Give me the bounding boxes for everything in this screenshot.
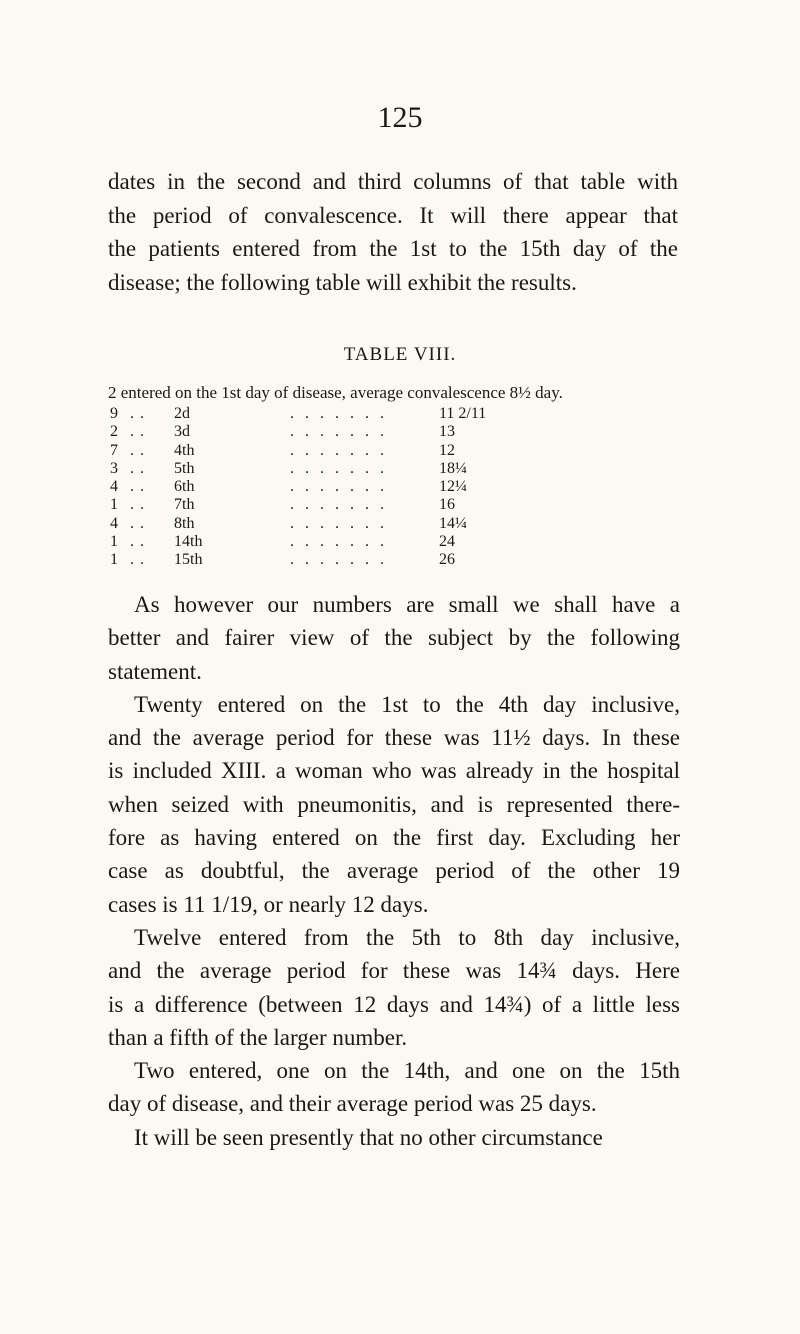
text-line: the period of convalescence. It will there appear that <box>108 202 678 228</box>
leader-dots: .. <box>130 441 150 459</box>
row-average: 18¼ <box>439 459 467 477</box>
leader-dots: .. <box>130 478 150 496</box>
row-count: 1 <box>110 496 118 514</box>
leader-dots: .. <box>130 496 150 514</box>
text-line: cases is 11 1/19, or nearly 12 days. <box>108 891 429 917</box>
text-line: better and fairer view of the subject by the following <box>108 625 680 651</box>
row-count: 1 <box>110 533 118 551</box>
row-day: 6th <box>174 478 195 496</box>
paragraph <box>108 588 680 688</box>
intro-paragraph <box>108 165 678 299</box>
row-count: 7 <box>110 441 118 459</box>
row-day: 2d <box>174 405 190 422</box>
text-line: Twenty entered on the 1st to the 4th day inclusive, <box>134 691 680 717</box>
row-average: 13 <box>439 423 455 441</box>
leader-dots: .. <box>130 423 150 441</box>
leader-dots: ....... <box>290 514 395 532</box>
row-day: 8th <box>174 514 195 532</box>
leader-dots: .. <box>130 514 150 532</box>
row-day: 7th <box>174 496 195 514</box>
leader-dots: ....... <box>290 423 395 441</box>
leader-dots: .. <box>130 459 150 477</box>
text-line: dates in the second and third columns of that table with <box>108 169 678 194</box>
text-line: As however our numbers are small we shall have a <box>134 592 680 617</box>
paragraph <box>108 921 680 1054</box>
leader-dots: ....... <box>290 551 395 569</box>
row-average: 11 2/11 <box>439 405 487 422</box>
row-day: 3d <box>174 423 190 441</box>
paragraph <box>108 1054 680 1121</box>
text-line: the patients entered from the 1st to the 15th day of the <box>108 236 678 261</box>
leader-dots: ....... <box>290 405 395 422</box>
row-average: 16 <box>439 496 455 514</box>
row-day: 15th <box>174 551 203 569</box>
row-count: 4 <box>110 514 118 532</box>
leader-dots: ....... <box>290 478 395 496</box>
row-day: 5th <box>174 459 195 477</box>
page-number: 125 <box>377 101 423 134</box>
text-line: and the average period for these was 14¾ days. Here <box>108 958 680 984</box>
text-line: day of disease, and their average period was 25 days. <box>108 1091 597 1117</box>
row-average: 24 <box>439 533 455 551</box>
text-line: is a difference (between 12 days and 14¾) of a little less <box>108 991 680 1017</box>
row-count: 3 <box>110 459 118 477</box>
row-average: 12 <box>439 441 455 459</box>
table-header: 2 entered on the 1st day of disease, average convalescence 8½ day. <box>108 383 563 402</box>
leader-dots: ....... <box>290 441 395 459</box>
row-average: 12¼ <box>439 478 467 496</box>
text-line: disease; the following table will exhibit the results. <box>108 269 577 295</box>
text-line: It will be seen presently that no other circumstance <box>134 1124 603 1150</box>
row-day: 14th <box>174 533 203 551</box>
leader-dots: ....... <box>290 533 395 551</box>
text-line: is included XIII. a woman who was already in the hospital <box>108 758 680 784</box>
leader-dots: ....... <box>290 496 395 514</box>
row-count: 9 <box>110 405 118 422</box>
leader-dots: .. <box>130 551 150 569</box>
paragraph <box>108 1121 680 1154</box>
row-count: 4 <box>110 478 118 496</box>
text-line: statement. <box>108 658 202 684</box>
body-text <box>108 588 680 1154</box>
paragraph <box>108 688 680 921</box>
leader-dots: .. <box>130 405 150 422</box>
leader-dots: ....... <box>290 459 395 477</box>
table-title: TABLE VIII. <box>343 344 457 365</box>
text-line: Two entered, one on the 14th, and one on the 15th <box>134 1058 680 1084</box>
text-line: when seized with pneumonitis, and is represented there- <box>108 791 680 817</box>
row-average: 14¼ <box>439 514 467 532</box>
text-line: than a fifth of the larger number. <box>108 1024 408 1050</box>
text-line: fore as having entered on the first day. Excluding her <box>108 825 680 851</box>
leader-dots: .. <box>130 533 150 551</box>
text-line: and the average period for these was 11½ days. In these <box>108 725 680 751</box>
row-count: 2 <box>110 423 118 441</box>
text-line: Twelve entered from the 5th to 8th day inclusive, <box>134 924 680 950</box>
row-average: 26 <box>439 551 455 569</box>
row-day: 4th <box>174 441 195 459</box>
row-count: 1 <box>110 551 118 569</box>
text-line: case as doubtful, the average period of the other 19 <box>108 858 680 884</box>
